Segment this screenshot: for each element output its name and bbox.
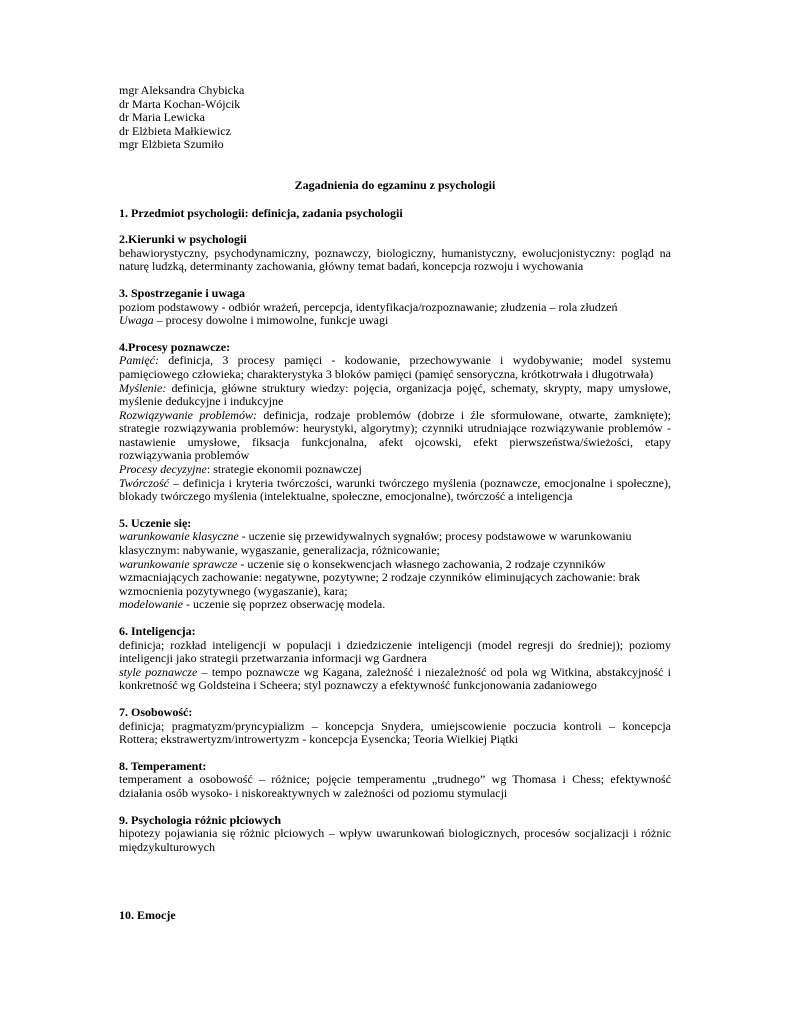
section-8 [119,760,671,801]
section-10 [119,909,671,923]
paragraph-sprawcze [119,558,671,599]
paragraph-decyzje [119,463,671,477]
section-6 [119,625,671,693]
term-klasyczne: warunkowanie klasyczne [119,529,239,544]
document-title: Zagadnienia do egzaminu z psychologii [294,177,496,192]
author-name: mgr Aleksandra Chybicka [119,83,245,97]
paragraph-rozwiazywanie [119,409,671,463]
section-heading: 4.Procesy poznawcze: [119,339,231,354]
section-text: definicja; pragmatyzm/pryncypializm – koncepcja Snydera, umiejscowienie poczucia kontroli – koncepcja Rottera; ekstrawertyzm/introwertyzm - koncepcja Eysencka; Teoria Wielkiej Piątki [119,718,671,747]
term-modelowanie: modelowanie [119,597,183,612]
section-heading: 9. Psychologia różnic płciowych [119,812,281,827]
term-tworczosc: Twórczość [119,475,170,490]
term-pamiec: Pamięć: [119,353,159,368]
section-7 [119,706,671,747]
section-3 [119,287,671,328]
paragraph-pamiec [119,354,671,381]
paragraph-text: definicja, 3 procesy pamięci - kodowanie, przechowywanie i wydobywanie; model systemu pamięciowego człowieka; charakterystyka 3 bloków pamięci (pamięć sensoryczna, krótkotrwała i długotrwała) [119,353,671,381]
term-sprawcze: warunkowanie sprawcze [119,556,238,571]
paragraph-text: – procesy dowolne i mimowolne, funkcje uwagi [153,313,389,328]
paragraph-modelowanie [119,598,671,612]
section-heading: 1. Przedmiot psychologii: definicja, zadania psychologii [119,205,403,220]
section-text: definicja; rozkład inteligencji w populacji i dziedziczenie inteligencji (model regresji do średniej); poziomy inteligencji jako strategii przetwarzania informacji wg Gardnera [119,637,671,666]
paragraph-uwaga [119,314,671,328]
section-9 [119,814,671,855]
section-5 [119,517,671,612]
paragraph-text: definicja, rodzaje problemów (dobrze i źle sformułowane, otwarte, zamknięte); strategie rozwiązywania problemów: heurystyki, algorytmy); czynniki utrudniające rozwiązywanie problemów - nastawienie umysłowe, fiksacja funkcjonalna, afekt ojcowski, efekt pierwszeństwa/świeżości, etapy rozwiązywania problemów [119,407,671,463]
paragraph-style [119,666,671,693]
paragraph-text: definicja, główne struktury wiedzy: pojęcia, organizacja pojęć, schematy, skrypty, mapy umysłowe, myślenie dedukcyjne i indukcyjne [119,380,671,409]
paragraph-text: – definicja i kryteria twórczości, warunki twórczego myślenia (poznawcze, emocjonalne i społeczne), blokady twórczego myślenia (intelektualne, społeczne, emocjonalne), twórczość a inteligencja [119,475,671,504]
paragraph-text: : strategie ekonomii poznawczej [206,462,362,477]
term-decyzje: Procesy decyzyjne [119,462,207,477]
author-name: dr Marta Kochan-Wójcik [119,96,241,111]
term-uwaga: Uwaga [119,313,154,328]
section-heading: 2.Kierunki w psychologii [119,232,247,247]
term-style: style poznawcze [119,664,198,679]
paragraph-myslenie [119,382,671,409]
section-text: temperament a osobowość – różnice; pojęcie temperamentu „trudnego” wg Thomasa i Chess; efektywność działania osób wysoko- i niskoreaktywnych w zależności od poziomu stymulacji [119,772,671,800]
section-heading: 7. Osobowość: [119,704,193,719]
section-text: poziom podstawowy - odbiór wrażeń, percepcja, identyfikacja/rozpoznawanie; złudzenia – rola złudzeń [119,299,618,314]
section-heading: 3. Spostrzeganie i uwaga [119,285,245,300]
paragraph-tworczosc [119,477,671,504]
paragraph-text: - uczenie się przewidywalnych sygnałów; procesy podstawowe w warunkowaniu klasycznym: nabywanie, wygaszanie, generalizacja, różnicowanie; [119,529,632,558]
section-1 [119,207,671,221]
term-rozwiazywanie: Rozwiązywanie problemów: [119,407,257,422]
document-page [119,84,671,923]
paragraph-klasyczne [119,530,671,557]
paragraph-text: - uczenie się o konsekwencjach własnego zachowania, 2 rodzaje czynników wzmacniających zachowanie: negatywne, pozytywne; 2 rodzaje czynników eliminujących zachowanie: brak wzmocnienia pozytywnego (wygaszanie), kara; [119,556,641,598]
section-heading: 6. Inteligencja: [119,624,196,638]
section-heading: 10. Emocje [119,908,176,923]
paragraph-text: - uczenie się poprzez obserwację modela. [183,597,386,612]
author-list [119,84,671,152]
paragraph-text: – tempo poznawcze wg Kagana, zależność i niezależność od pola wg Witkina, abstakcyjność i konkretność wg Goldsteina i Scheera; styl poznawczy a efektywność funkcjonowania zadaniowego [119,664,671,693]
section-4 [119,341,671,504]
term-myslenie: Myślenie: [119,380,167,395]
author-name: mgr Elżbieta Szumiło [119,137,224,152]
section-text: behawiorystyczny, psychodynamiczny, poznawczy, biologiczny, humanistyczny, ewolucjonistyczny: pogląd na naturę ludzką, determinanty zachowania, główny temat badań, koncepcja rozwoju i wychowania [119,245,671,274]
section-heading: 8. Temperament: [119,758,207,773]
section-2 [119,233,671,274]
section-text: hipotezy pojawiania się różnic płciowych – wpływ uwarunkowań biologicznych, procesów socjalizacji i różnic międzykulturowych [119,826,671,854]
author-name: dr Maria Lewicka [119,110,205,125]
section-heading: 5. Uczenie się: [119,515,192,530]
author-name: dr Elżbieta Małkiewicz [119,123,231,138]
